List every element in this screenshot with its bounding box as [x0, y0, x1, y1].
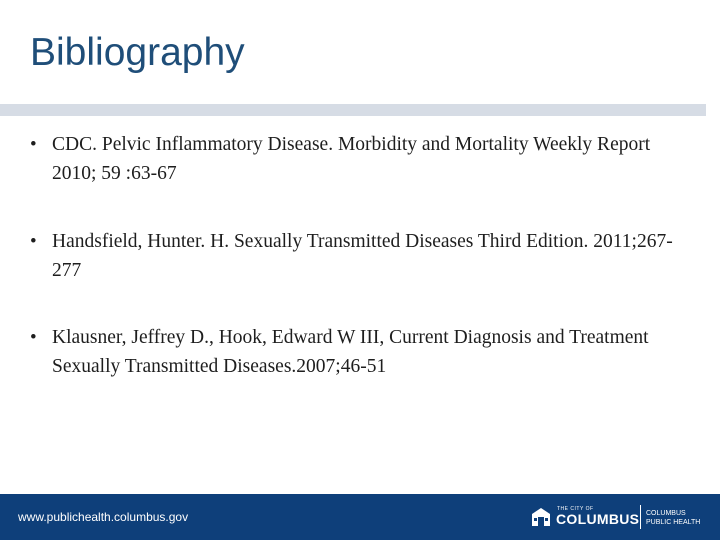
footer-url[interactable]: www.publichealth.columbus.gov — [18, 510, 189, 524]
footer-bar — [0, 494, 720, 540]
slide-title: Bibliography — [30, 31, 245, 74]
logo-city-small: THE CITY OF — [557, 506, 594, 512]
bibliography-item — [30, 323, 690, 381]
reference-text: CDC. Pelvic Inflammatory Disease. Morbidity and Mortality Weekly Report 2010; 59 :63-67 — [52, 134, 651, 184]
logo-divider — [640, 505, 641, 529]
logo-department: COLUMBUS PUBLIC HEALTH — [646, 510, 701, 526]
bibliography-item — [30, 227, 690, 285]
logo-city-name: COLUMBUS — [556, 511, 640, 527]
bullet: • — [30, 134, 37, 155]
columbus-logo — [530, 503, 710, 531]
reference-text: Klausner, Jeffrey D., Hook, Edward W III, Current Diagnosis and Treatment Sexually Transmitted Diseases.2007;46-51 — [52, 327, 649, 377]
bullet: • — [30, 231, 37, 252]
title-divider — [0, 104, 706, 116]
bibliography-item — [30, 130, 690, 188]
bullet: • — [30, 327, 37, 348]
city-building-icon — [530, 506, 552, 528]
reference-text: Handsfield, Hunter. H. Sexually Transmitted Diseases Third Edition. 2011;267-277 — [52, 231, 673, 281]
